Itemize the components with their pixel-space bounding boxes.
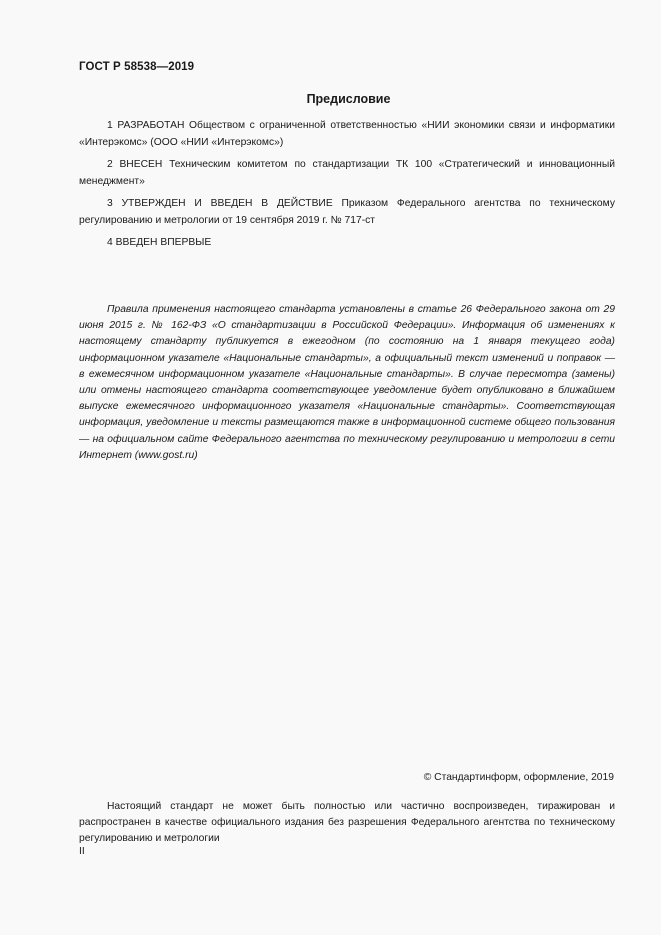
application-rules-notice: Правила применения настоящего стандарта установлены в статье 26 Федерального закона от 29 июня 2015 г. № 162-ФЗ «О стандартизации в Российской Федерации». Информация об изменениях к настоящему стандарту публикуется в ежегодном (по состоянию на 1 января текущего года) информационном указателе «Национальные стандарты», а официальный текст изменений и поправок — в ежемесячном информационном указателе «Национальные стандарты». В случае пересмотра (замены) или отмены настоящего стандарта соответствующее уведомление будет опубликовано в ближайшем выпуске ежемесячного информационного указателя «Национальные стандарты». Соответствующая информация, уведомление и тексты размещаются также в информационной системе общего пользования — на официальном сайте Федерального агентства по техническому регулированию и метрологии в сети Интернет (www.gost.ru) [79, 304, 615, 461]
page-number: II [79, 846, 85, 857]
foreword-item-developed: 1 РАЗРАБОТАН Обществом с ограниченной ответственностью «НИИ экономики связи и информатики «Интерэкомс» (ООО «НИИ «Интерэкомс») [79, 120, 615, 148]
copyright-line: © Стандартинформ, оформление, 2019 [423, 772, 614, 783]
foreword-item-introduced: 2 ВНЕСЕН Техническим комитетом по стандартизации ТК 100 «Стратегический и инновационный менеджмент» [79, 159, 615, 187]
foreword-item-approved: 3 УТВЕРЖДЕН И ВВЕДЕН В ДЕЙСТВИЕ Приказом Федерального агентства по техническому регулированию и метрологии от 19 сентября 2019 г. № 717-ст [79, 198, 615, 226]
foreword-title: Предисловие [306, 92, 391, 106]
document-code: ГОСТ Р 58538—2019 [79, 61, 195, 73]
reproduction-notice: Настоящий стандарт не может быть полностью или частично воспроизведен, тиражирован и распространен в качестве официального издания без разрешения Федерального агентства по техническому регулированию и метрологии [79, 801, 615, 845]
foreword-item-first-introduced: 4 ВВЕДЕН ВПЕРВЫЕ [107, 237, 212, 248]
